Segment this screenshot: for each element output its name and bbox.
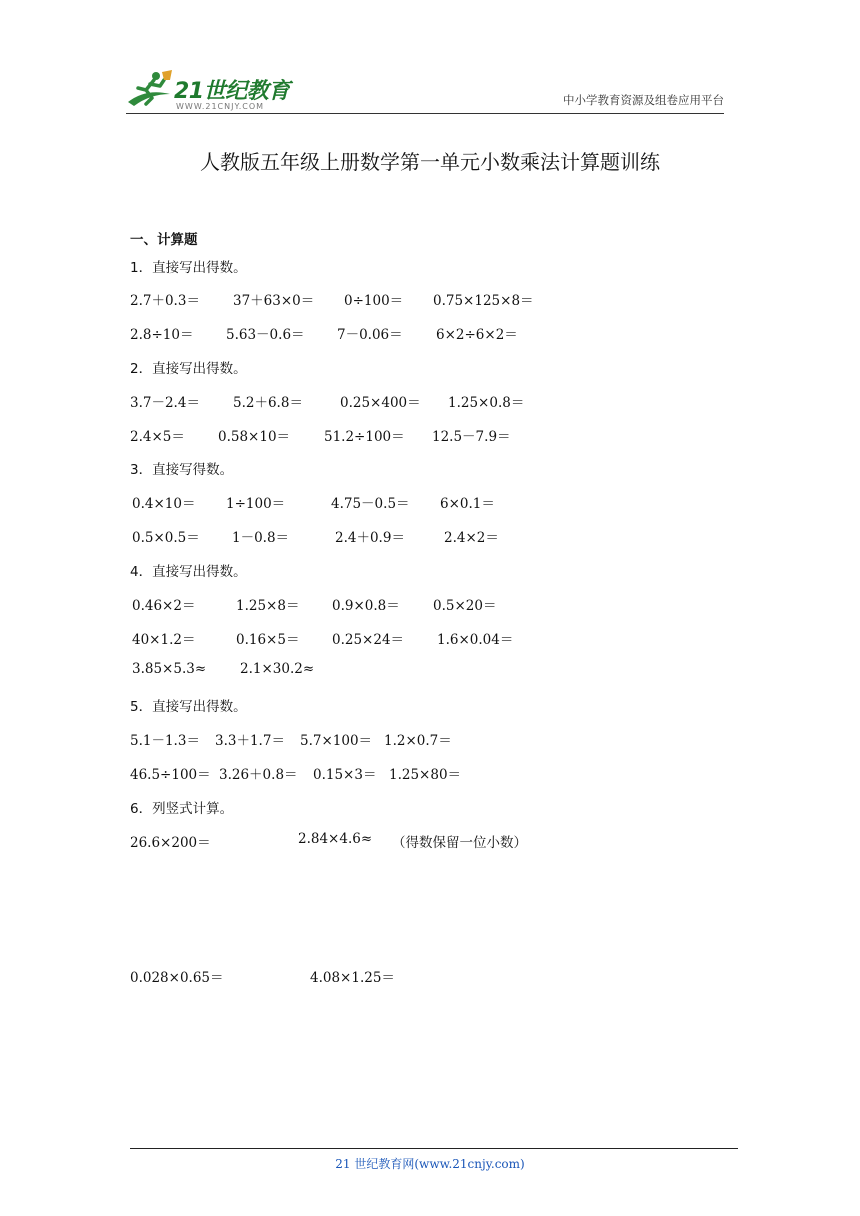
problem: 5.7×100＝ [300,733,373,749]
problem: 0.75×125×8＝ [433,293,534,309]
problem: 1.25×8＝ [236,598,300,614]
header-tagline: 中小学教育资源及组卷应用平台 [563,93,724,107]
problem: 0.25×400＝ [340,395,421,411]
problem: 6×0.1＝ [440,496,495,512]
problem: 1－0.8＝ [232,530,290,546]
problem: 2.7＋0.3＝ [130,293,200,309]
question-prompt: 5．直接写出得数。 [130,699,247,715]
problem: 5.2＋6.8＝ [233,395,303,411]
problem: 1.2×0.7＝ [384,733,452,749]
page-header [126,62,724,116]
problem: 1.25×80＝ [389,767,462,783]
runner-icon [126,68,176,112]
problem: 0.46×2＝ [132,598,196,614]
problem: 7－0.06＝ [337,327,403,343]
problem: 0.9×0.8＝ [332,598,400,614]
problem: 3.7－2.4＝ [130,395,200,411]
problem: 0.16×5＝ [236,632,300,648]
problem: 0÷100＝ [344,293,404,309]
problem: 0.58×10＝ [218,429,291,445]
question-prompt: 3．直接写得数。 [130,462,234,478]
brand-name: 21世纪教育 [174,79,290,104]
problem: 2.4×5＝ [130,429,185,445]
problem: 3.85×5.3≈ [132,661,207,677]
problem: 0.5×20＝ [433,598,497,614]
problem: 1.6×0.04＝ [437,632,514,648]
problem: 1.25×0.8＝ [448,395,525,411]
question-prompt: 2．直接写出得数。 [130,361,247,377]
problem: 0.5×0.5＝ [132,530,200,546]
problem: 26.6×200＝ [130,835,211,851]
problem: 6×2÷6×2＝ [436,327,518,343]
problem: 0.25×24＝ [332,632,405,648]
site-logo [126,68,296,112]
footer-text: 21 世纪教育网(www.21cnjy.com) [335,1157,525,1171]
problem: 5.63－0.6＝ [226,327,305,343]
problem: 2.84×4.6≈ [298,831,373,847]
problem: 0.15×3＝ [313,767,377,783]
problem: 0.028×0.65＝ [130,970,224,986]
problem: 2.8÷10＝ [130,327,194,343]
header-divider [126,113,724,114]
problem: 3.26＋0.8＝ [219,767,298,783]
question-prompt: 6．列竖式计算。 [130,801,234,817]
rounding-note: （得数保留一位小数） [392,835,527,851]
problem: 2.4×2＝ [444,530,499,546]
problem: 0.4×10＝ [132,496,196,512]
problem: 37＋63×0＝ [233,293,315,309]
section-heading: 一、计算题 [130,232,198,248]
problem: 4.08×1.25＝ [310,970,395,986]
footer-divider [130,1148,738,1149]
problem: 4.75－0.5＝ [331,496,410,512]
problem: 1÷100＝ [226,496,286,512]
problem: 3.3＋1.7＝ [215,733,285,749]
page-title: 人教版五年级上册数学第一单元小数乘法计算题训练 [200,150,660,174]
question-prompt: 1．直接写出得数。 [130,260,247,276]
problem: 2.1×30.2≈ [240,661,315,677]
brand-url: WWW.21CNJY.COM [176,102,265,111]
problem: 51.2÷100＝ [324,429,405,445]
problem: 2.4＋0.9＝ [335,530,405,546]
problem: 5.1－1.3＝ [130,733,200,749]
problem: 40×1.2＝ [132,632,196,648]
problem: 12.5－7.9＝ [432,429,511,445]
problem: 46.5÷100＝ [130,767,211,783]
question-prompt: 4．直接写出得数。 [130,564,247,580]
